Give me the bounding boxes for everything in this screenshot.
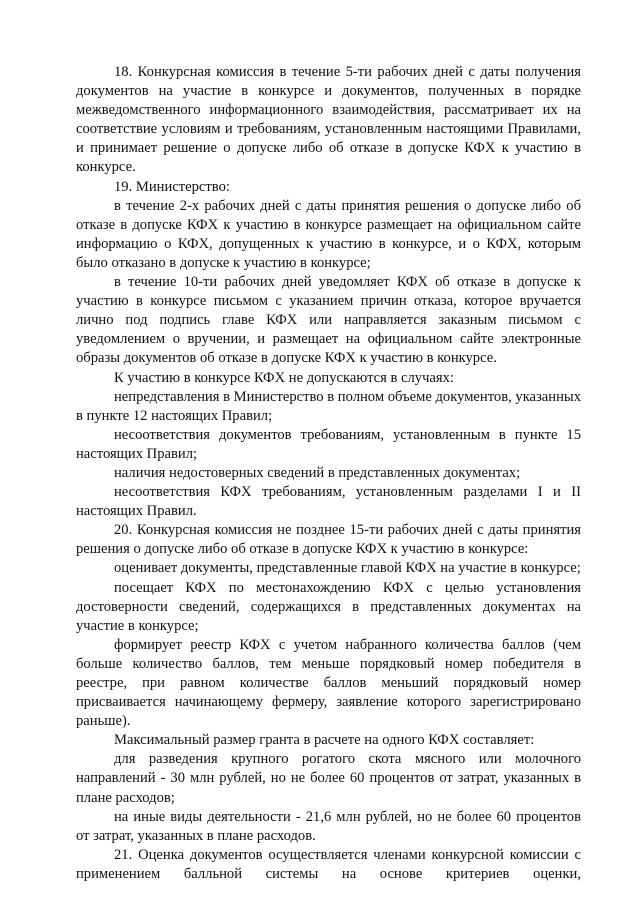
paragraph-refusal-case-1: непредставления в Министерство в полном объеме документов, указанных в пункте 12 настоящих Правил; [76,388,581,424]
paragraph-grant-other: на иные виды деятельности - 21,6 млн рублей, но не более 60 процентов от затрат, указанных в плане расходов. [76,808,581,844]
paragraph-18: 18. Конкурсная комиссия в течение 5-ти рабочих дней с даты получения документов на участие в конкурсе и документов, полученных в порядке межведомственного информационного взаимодействия, рассматривает их на соответствие условиям и требованиям, установленным настоящими Правилами, и принимает решение о допуске либо об отказе в допуске КФХ к участию в конкурсе. [76,64,581,176]
paragraph-19-heading: 19. Министерство: [114,178,230,195]
paragraph-20: 20. Конкурсная комиссия не позднее 15-ти рабочих дней с даты принятия решения о допуске либо об отказе в допуске КФХ к участию в конкурсе: [76,522,581,558]
paragraph-21: 21. Оценка документов осуществляется членами конкурсной комиссии с применением балльной системы на основе критериев оценки, [76,846,581,882]
paragraph-refusal-case-3: наличия недостоверных сведений в представленных документах; [114,464,521,481]
paragraph-refusal-case-2: несоответствия документов требованиям, установленным в пункте 15 настоящих Правил; [76,426,581,462]
paragraph-grant-max: Максимальный размер гранта в расчете на одного КФХ составляет: [114,732,535,749]
paragraph-19-item-2: в течение 10-ти рабочих дней уведомляет КФХ об отказе в допуске к участию в конкурсе письмом с указанием причин отказа, которое вручается лично под подпись главе КФХ или направляется заказным письмом с уведомлением о вручении, и размещает на официальном сайте электронные образы документов об отказе в допуске КФХ к участию в конкурсе. [76,274,581,367]
paragraph-20-item-2: посещает КФХ по местонахождению КФХ с целью установления достоверности сведений, содержащихся в представленных документах на участие в конкурсе; [76,579,581,634]
paragraph-20-item-3: формирует реестр КФХ с учетом набранного количества баллов (чем больше количество баллов, тем меньше порядковый номер победителя в реестре, при равном количестве баллов меньший порядковый номер присваивается начинающему фермеру, заявление которого зарегистрировано раньше). [76,636,581,730]
paragraph-refusal-case-4: несоответствия КФХ требованиям, установленным разделами I и II настоящих Правил. [76,484,581,520]
paragraph-19-item-1: в течение 2-х рабочих дней с даты принятия решения о допуске либо об отказе в допуске КФХ к участию в конкурсе размещает на официальном сайте информацию о КФХ, допущенных к участию в конкурсе, и о КФХ, которым было отказано в допуске к участию в конкурсе; [76,197,581,271]
paragraph-20-item-1: оценивает документы, представленные главой КФХ на участие в конкурсе; [114,560,581,577]
document-body [76,63,581,884]
paragraph-refusal-intro: К участию в конкурсе КФХ не допускаются в случаях: [114,369,454,386]
paragraph-grant-cattle: для разведения крупного рогатого скота мясного или молочного направлений - 30 млн рублей, но не более 60 процентов от затрат, указанных в плане расходов; [76,751,581,806]
